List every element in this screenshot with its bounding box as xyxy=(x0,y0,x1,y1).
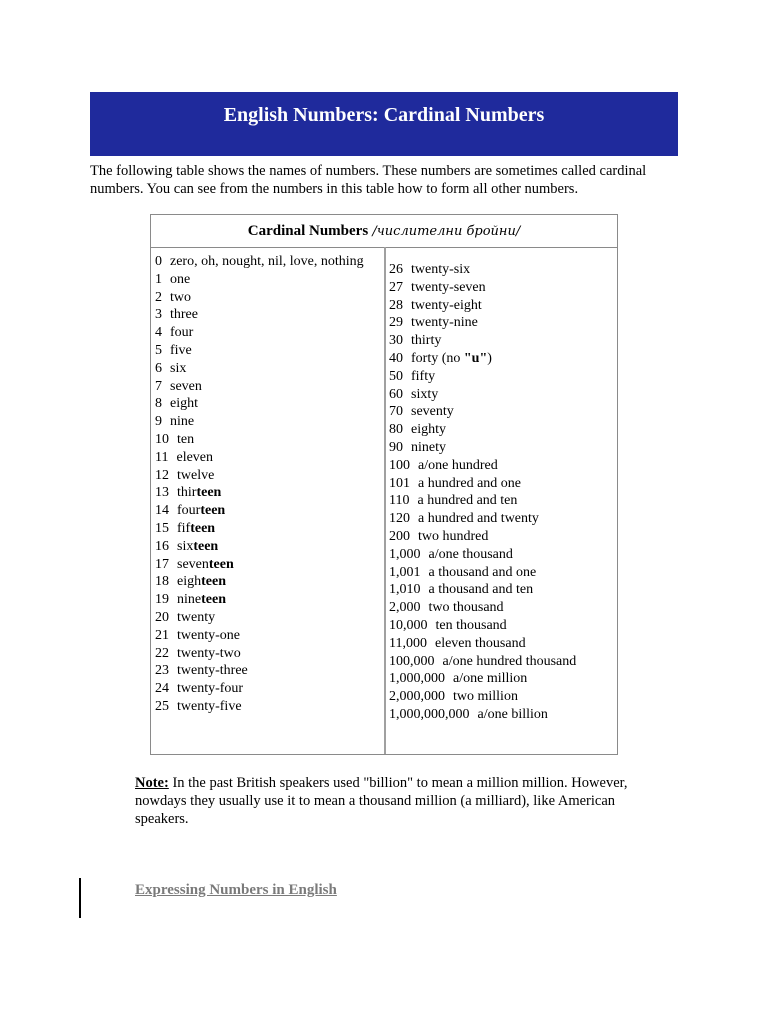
number-name xyxy=(176,450,213,465)
number-name xyxy=(177,432,194,447)
number-name-text: twenty-two xyxy=(177,645,241,661)
number-name-text: seven xyxy=(177,556,209,572)
number-value: 15 xyxy=(155,520,169,536)
number-name xyxy=(177,503,225,518)
column-divider xyxy=(384,247,386,754)
number-value: 1,010 xyxy=(389,582,421,598)
table-row xyxy=(155,698,381,716)
number-name xyxy=(418,476,521,491)
number-name-text: ten thousand xyxy=(435,617,507,633)
table-header xyxy=(151,215,617,248)
number-value: 0 xyxy=(155,254,162,269)
number-suffix: teen xyxy=(208,556,234,572)
number-value: 80 xyxy=(389,422,403,438)
number-value: 40 xyxy=(389,350,403,366)
table-row xyxy=(155,449,381,467)
number-name-text: twenty-six xyxy=(411,262,471,277)
table-row xyxy=(389,688,615,706)
number-name xyxy=(170,290,191,305)
number-name-text: a hundred and one xyxy=(418,475,522,491)
number-name-text: twenty-eight xyxy=(411,297,482,313)
number-name-text: twenty-seven xyxy=(411,279,486,295)
table-row xyxy=(155,253,381,271)
table-row xyxy=(389,528,615,546)
table-header-title: Cardinal Numbers xyxy=(247,223,369,239)
table-row xyxy=(155,502,381,520)
number-name-text: zero, oh, nought, nil, love, nothing xyxy=(170,254,364,269)
number-name xyxy=(170,343,192,358)
number-name xyxy=(453,671,527,686)
number-name xyxy=(170,325,193,340)
number-name-text: five xyxy=(170,342,192,358)
table-row xyxy=(155,573,381,591)
number-value: 110 xyxy=(389,493,410,509)
table-row xyxy=(155,538,381,556)
table-row xyxy=(155,680,381,698)
table-row xyxy=(155,342,381,360)
number-name xyxy=(177,485,221,500)
table-row xyxy=(389,653,615,671)
number-value: 9 xyxy=(155,414,162,430)
number-name-text: three xyxy=(170,307,198,323)
number-name-text: twenty-five xyxy=(177,698,242,714)
note-label: Note: xyxy=(135,775,169,791)
number-name xyxy=(170,254,364,269)
table-row xyxy=(155,609,381,627)
number-value: 1 xyxy=(155,271,162,287)
number-name-text: two thousand xyxy=(428,600,504,616)
number-name xyxy=(411,404,454,419)
number-name-text: two xyxy=(170,289,191,305)
number-suffix: teen xyxy=(190,520,216,536)
number-suffix: teen xyxy=(196,485,222,501)
number-value: 2 xyxy=(155,289,162,305)
table-row xyxy=(155,271,381,289)
number-value: 30 xyxy=(389,333,403,349)
number-value: 25 xyxy=(155,698,169,714)
table-row xyxy=(389,332,615,350)
table-row xyxy=(389,314,615,332)
number-value: 6 xyxy=(155,360,162,376)
number-value: 70 xyxy=(389,404,403,420)
table-header-subtitle: /числителни бройни/ xyxy=(368,224,521,239)
table-row xyxy=(155,324,381,342)
number-suffix: teen xyxy=(200,503,226,519)
number-name-text: twenty-three xyxy=(177,663,248,679)
number-name xyxy=(411,333,441,348)
number-name xyxy=(170,307,198,322)
number-value: 23 xyxy=(155,663,169,679)
left-column xyxy=(155,253,381,716)
number-name xyxy=(478,707,548,722)
number-value: 27 xyxy=(389,279,403,295)
table-row xyxy=(155,360,381,378)
number-name xyxy=(411,280,486,295)
number-value: 10 xyxy=(155,431,169,447)
table-row xyxy=(389,599,615,617)
number-value: 3 xyxy=(155,307,162,323)
number-name xyxy=(436,618,507,633)
number-name xyxy=(177,521,215,536)
number-value: 5 xyxy=(155,342,162,358)
table-row xyxy=(389,475,615,493)
number-name xyxy=(417,493,517,508)
table-row xyxy=(155,413,381,431)
table-row xyxy=(389,421,615,439)
number-name xyxy=(411,387,438,402)
number-suffix: teen xyxy=(201,592,226,608)
number-name-text: nine xyxy=(170,414,195,430)
table-row xyxy=(155,484,381,502)
number-value: 120 xyxy=(389,511,410,527)
number-value: 100 xyxy=(389,457,410,473)
number-name xyxy=(177,663,248,678)
number-name-text: a/one million xyxy=(453,671,528,687)
number-value: 28 xyxy=(389,297,403,313)
number-name xyxy=(411,262,470,277)
table-row xyxy=(389,261,615,279)
number-value: 12 xyxy=(155,467,169,483)
number-name xyxy=(177,699,242,714)
number-name-text: four xyxy=(177,503,201,519)
number-value: 2,000,000 xyxy=(389,689,445,705)
note-text: In the past British speakers used "billion" to mean a million million. However, nowdays they usually use it to mean a thousand million (a milliard), like American speakers. xyxy=(135,775,628,827)
note-paragraph xyxy=(135,774,655,828)
number-value: 1,000,000 xyxy=(389,671,445,687)
number-value: 21 xyxy=(155,627,169,643)
number-value: 17 xyxy=(155,556,169,572)
number-name xyxy=(177,610,215,625)
number-name-text: sixty xyxy=(411,386,439,402)
margin-bar xyxy=(79,878,81,918)
number-name-text: eleven xyxy=(176,449,214,465)
number-name xyxy=(411,369,435,384)
number-name-text: a thousand and one xyxy=(428,564,537,580)
number-name xyxy=(170,379,202,394)
number-name xyxy=(177,628,240,643)
number-name xyxy=(429,600,504,615)
number-name-text: a/one billion xyxy=(477,706,548,722)
number-name-text: twenty xyxy=(177,609,216,625)
number-value: 20 xyxy=(155,609,169,625)
cardinal-numbers-table xyxy=(150,214,618,755)
number-name xyxy=(411,298,482,313)
number-value: 19 xyxy=(155,592,169,608)
number-name-text: twenty-nine xyxy=(411,315,478,331)
number-value: 8 xyxy=(155,396,162,412)
number-value: 90 xyxy=(389,439,403,455)
number-name-text: twenty-one xyxy=(177,627,240,643)
table-row xyxy=(389,635,615,653)
number-name xyxy=(429,582,534,597)
number-name xyxy=(411,422,446,437)
table-row xyxy=(155,395,381,413)
number-value: 101 xyxy=(389,475,410,491)
number-name xyxy=(418,511,539,526)
number-name-text: two hundred xyxy=(418,528,489,544)
table-row xyxy=(389,706,615,724)
number-name-text: eigh xyxy=(177,574,202,590)
number-value: 24 xyxy=(155,681,169,697)
number-value: 14 xyxy=(155,503,169,519)
table-row xyxy=(389,510,615,528)
number-value: 2,000 xyxy=(389,600,421,616)
table-row xyxy=(155,627,381,645)
number-name xyxy=(170,272,190,287)
table-row xyxy=(389,617,615,635)
number-value: 7 xyxy=(155,378,162,394)
number-name-text: eighty xyxy=(411,422,446,438)
table-row xyxy=(389,403,615,421)
number-value: 1,001 xyxy=(389,564,421,580)
number-name-text: a/one thousand xyxy=(428,546,513,562)
number-name-text: eight xyxy=(170,396,198,412)
number-value: 11,000 xyxy=(389,635,427,651)
table-row xyxy=(389,670,615,688)
table-row xyxy=(389,350,615,368)
number-value: 100,000 xyxy=(389,653,435,669)
table-row xyxy=(155,520,381,538)
table-row xyxy=(389,386,615,404)
number-value: 1,000 xyxy=(389,546,421,562)
table-row xyxy=(155,467,381,485)
table-row xyxy=(389,581,615,599)
number-value: 22 xyxy=(155,645,169,661)
number-name xyxy=(429,547,513,562)
right-column xyxy=(389,261,615,724)
number-value: 60 xyxy=(389,386,403,402)
expressing-numbers-link[interactable]: Expressing Numbers in English xyxy=(135,882,337,898)
number-value: 50 xyxy=(389,368,403,384)
number-name xyxy=(453,689,518,704)
number-name-text: six xyxy=(170,360,187,376)
table-row xyxy=(389,297,615,315)
number-value: 18 xyxy=(155,574,169,590)
table-row xyxy=(389,564,615,582)
number-value: 13 xyxy=(155,485,169,501)
table-row xyxy=(155,378,381,396)
number-name xyxy=(435,636,526,651)
number-value: 26 xyxy=(389,262,403,277)
number-name-text: twelve xyxy=(177,467,215,483)
number-name xyxy=(170,396,198,411)
number-name-text: eleven thousand xyxy=(434,635,526,651)
number-name xyxy=(443,654,577,669)
table-row xyxy=(389,546,615,564)
intro-paragraph: The following table shows the names of numbers. These numbers are sometimes called cardinal numbers. You can see from the numbers in this table how to form all other numbers. xyxy=(90,163,647,197)
title-banner xyxy=(90,92,678,156)
number-name xyxy=(411,440,446,455)
table-row xyxy=(389,279,615,297)
number-value: 16 xyxy=(155,538,169,554)
number-name-text: thirty xyxy=(411,333,442,349)
table-row xyxy=(389,368,615,386)
number-name xyxy=(411,351,492,366)
table-row xyxy=(389,439,615,457)
number-name-text: seven xyxy=(170,378,202,394)
number-name-text: one xyxy=(170,271,191,287)
table-row xyxy=(389,457,615,475)
number-name-text: a hundred and twenty xyxy=(418,511,539,527)
number-name xyxy=(177,574,226,589)
number-name-text: forty (no "u") xyxy=(411,350,492,366)
number-name xyxy=(418,529,488,544)
number-name-text: a/one hundred thousand xyxy=(442,653,577,669)
table-row xyxy=(155,556,381,574)
number-name xyxy=(170,414,194,429)
number-name-text: nine xyxy=(177,592,202,608)
number-suffix: teen xyxy=(193,538,219,554)
number-name xyxy=(418,458,498,473)
number-name-text: six xyxy=(177,538,194,554)
number-name xyxy=(177,681,243,696)
table-row xyxy=(155,662,381,680)
number-name-text: thir xyxy=(177,485,197,501)
number-name xyxy=(170,361,186,376)
number-value: 200 xyxy=(389,528,410,544)
number-name-text: twenty-four xyxy=(177,681,244,697)
number-name xyxy=(177,557,234,572)
number-name xyxy=(177,592,226,607)
number-name-text: a/one hundred xyxy=(418,457,498,473)
number-name-text: fifty xyxy=(411,368,436,384)
number-value: 4 xyxy=(155,325,162,341)
number-value: 29 xyxy=(389,315,403,331)
number-name-text: fif xyxy=(177,520,191,536)
number-name-text: seventy xyxy=(411,404,454,420)
table-row xyxy=(155,645,381,663)
number-suffix: teen xyxy=(201,574,226,590)
number-name xyxy=(177,468,214,483)
number-value: 11 xyxy=(155,449,169,465)
page-title: English Numbers: Cardinal Numbers xyxy=(223,104,545,126)
number-name-text: ninety xyxy=(411,439,446,455)
number-name xyxy=(177,539,218,554)
number-value: 1,000,000,000 xyxy=(389,706,470,722)
number-name xyxy=(177,646,241,661)
table-row xyxy=(155,289,381,307)
number-name-text: four xyxy=(170,325,194,341)
number-name-text: a thousand and ten xyxy=(428,582,534,598)
table-row xyxy=(155,591,381,609)
number-name xyxy=(411,315,478,330)
table-row xyxy=(155,431,381,449)
number-value: 10,000 xyxy=(389,617,428,633)
table-row xyxy=(155,306,381,324)
number-name-text: a hundred and ten xyxy=(417,493,518,509)
table-row xyxy=(389,492,615,510)
number-name-text: ten xyxy=(177,431,195,447)
number-name xyxy=(429,565,537,580)
number-name-text: two million xyxy=(453,689,518,705)
